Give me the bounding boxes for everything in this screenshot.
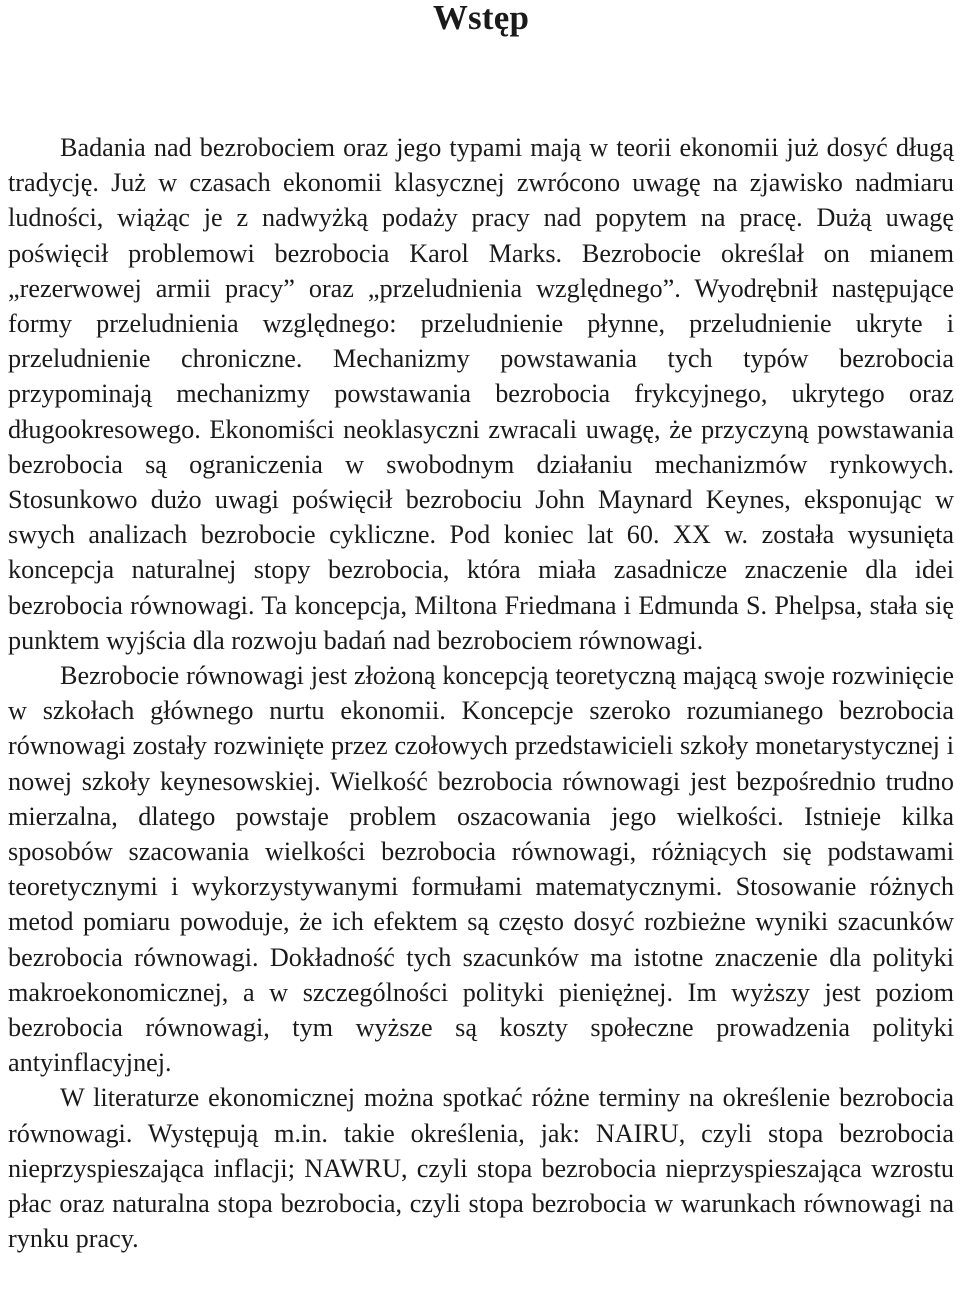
paragraph-2: Bezrobocie równowagi jest złożoną koncepcją teoretyczną mającą swoje rozwinięcie w szkołach głównego nurtu ekonomii. Koncepcje szeroko rozumianego bezrobocia równowagi zostały rozwinięte przez czołowych przedstawicieli szkoły monetarystycznej i nowej szkoły keynesowskiej. Wielkość bezrobocia równowagi jest bezpośrednio trudno mierzalna, dlatego powstaje problem oszacowania jego wielkości. Istnieje kilka sposobów szacowania wielkości bezrobocia równowagi, różniących się podstawami teoretycznymi i wykorzystywanymi formułami matematycznymi. Stosowanie różnych metod pomiaru powoduje, że ich efektem są często dosyć rozbieżne wyniki szacunków bezrobocia równowagi. Dokładność tych szacunków ma istotne znaczenie dla polityki makroekonomicznej, a w szczególności polityki pieniężnej. Im wyższy jest poziom bezrobocia równowagi, tym wyższe są koszty społeczne prowadzenia polityki antyinflacyjnej. [8, 661, 954, 1078]
paragraph-3: W literaturze ekonomicznej można spotkać różne terminy na określenie bezrobocia równowagi. Występują m.in. takie określenia, jak: NAIRU, czyli stopa bezrobocia nieprzyspieszająca inflacji; NAWRU, czyli stopa bezrobocia nieprzyspieszająca wzrostu płac oraz naturalna stopa bezrobocia, czyli stopa bezrobocia w warunkach równowagi na rynku pracy. [8, 1083, 954, 1254]
paragraph-1: Badania nad bezrobociem oraz jego typami mają w teorii ekonomii już dosyć długą tradycję. Już w czasach ekonomii klasycznej zwrócono uwagę na zjawisko nadmiaru ludności, wiążąc je z nadwyżką podaży pracy nad popytem na pracę. Dużą uwagę poświęcił problemowi bezrobocia Karol Marks. Bezrobocie określał on mianem „rezerwowej armii pracy” oraz „przeludnienia względnego”. Wyodrębnił następujące formy przeludnienia względnego: przeludnienie płynne, przeludnienie ukryte i przeludnienie chroniczne. Mechanizmy powstawania tych typów bezrobocia przypominają mechanizmy powstawania bezrobocia frykcyjnego, ukrytego oraz długookresowego. Ekonomiści neoklasyczni zwracali uwagę, że przyczyną powstawania bezrobocia są ograniczenia w swobodnym działaniu mechanizmów rynkowych. Stosunkowo dużo uwagi poświęcił bezrobociu John Maynard Keynes, eksponując w swych analizach bezrobocie cykliczne. Pod koniec lat 60. XX w. została wysunięta koncepcja naturalnej stopy bezrobocia, która miała zasadnicze znaczenie dla idei bezrobocia równowagi. Ta koncepcja, Miltona Friedmana i Edmunda S. Phelpsa, stała się punktem wyjścia dla rozwoju badań nad bezrobociem równowagi. [8, 133, 954, 655]
page-title: Wstęp [432, 0, 530, 37]
document-page [8, 0, 954, 1257]
body-text [8, 130, 954, 1257]
